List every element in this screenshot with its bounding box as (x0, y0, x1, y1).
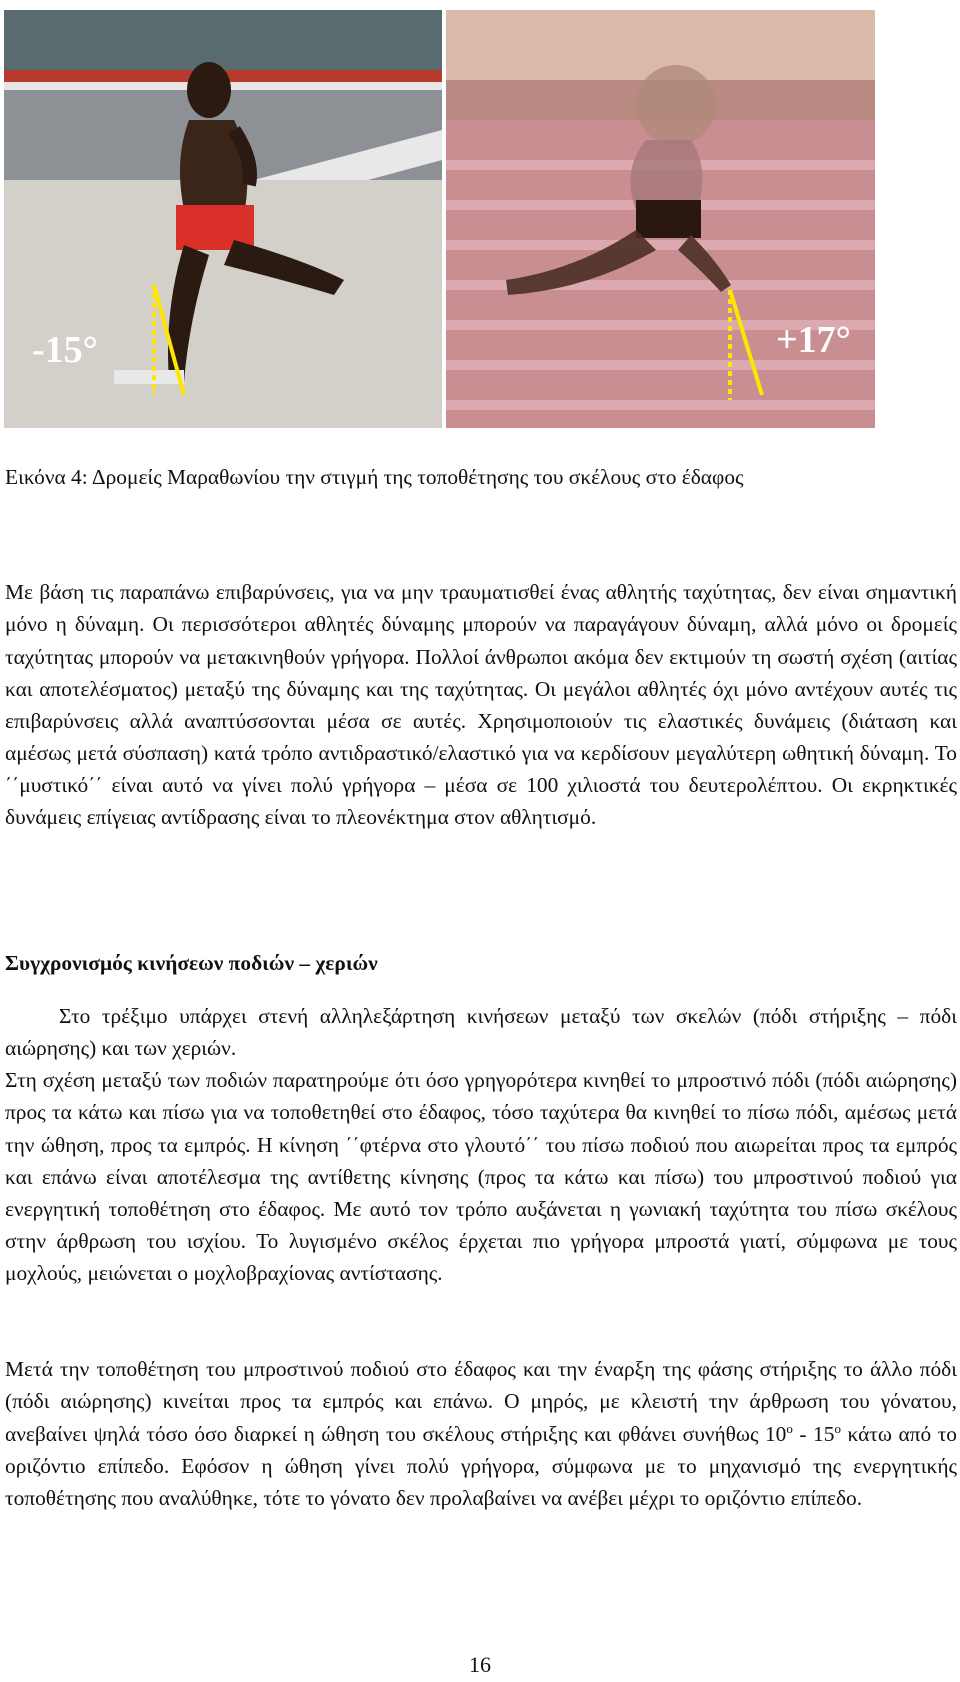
runner-photo-left (4, 10, 442, 428)
figure-caption: Εικόνα 4: Δρομείς Μαραθωνίου την στιγμή της τοποθέτησης του σκέλους στο έδαφος (5, 465, 744, 489)
paragraph-4-part2: - 15 (792, 1421, 835, 1446)
degree-superscript-1: ο (786, 1420, 793, 1436)
angle-label-right: +17° (776, 319, 851, 361)
paragraph-4 (5, 1353, 957, 1513)
page-number: 16 (469, 1652, 491, 1677)
paragraph-4-part1: Μετά την τοποθέτηση του μπροστινού ποδιού στο έδαφος και την έναρξη της φάσης στήριξης το άλλο πόδι (πόδι αιώρησης) κινείται προς τα εμπρός και επάνω. Ο μηρός, με κλειστή την άρθρωση του γόνατου, ανεβαίνει ψηλά τόσο όσο διαρκεί η ώθηση του σκέλους στήριξης και φθάνει συνήθως 10 (5, 1357, 957, 1446)
angle-label-left: -15° (32, 329, 98, 371)
paragraph-1: Με βάση τις παραπάνω επιβαρύνσεις, για να μην τραυματισθεί ένας αθλητής ταχύτητας, δεν είναι σημαντική μόνο η δύναμη. Οι περισσότεροι αθλητές δύναμης μπορούν να παραγάγουν δύναμη, αλλά μόνο οι δρομείς ταχύτητας μπορούν να μετακινηθούν γρήγορα. Πολλοί άνθρωποι ακόμα δεν εκτιμούν τη σωστή σχέση (αιτίας και αποτελέσματος) μεταξύ της δύναμης και της ταχύτητας. Οι μεγάλοι αθλητές όχι μόνο αντέχουν αυτές τις επιβαρύνσεις αλλά αναπτύσσονται μέσα σε αυτές. Χρησιμοποιούν τις ελαστικές δυνάμεις (διάταση και αμέσως μετά σύσπαση) κατά τρόπο αντιδραστικό/ελαστικό για να κερδίσουν μεγαλύτερη ωθητική δύναμη. Το ΄΄μυστικό΄΄ είναι αυτό να γίνει πολύ γρήγορα – μέσα σε 100 χιλιοστά του δευτερολέπτου. Οι εκρηκτικές δυνάμεις επίγειας αντίδρασης είναι το πλεονέκτημα στον αθλητισμό. (5, 580, 957, 830)
paragraph-3: Στη σχέση μεταξύ των ποδιών παρατηρούμε ότι όσο γρηγορότερα κινηθεί το μπροστινό πόδι (πόδι αιώρησης) προς τα κάτω και πίσω για να τοποθετηθεί στο έδαφος, τόσο ταχύτερα θα κινηθεί το πίσω πόδι, αμέσως μετά την ώθηση, προς τα εμπρός. Η κίνηση ΄΄φτέρνα στο γλουτό΄΄ του πίσω ποδιού που αιωρείται προς τα εμπρός και επάνω είναι αποτέλεσμα της αντίθετης κίνησης (προς τα κάτω και πίσω) του μπροστινού ποδιού για ενεργητική τοποθέτηση στο έδαφος. Με αυτό τον τρόπο αυξάνεται η γωνιακή ταχύτητα του πίσω σκέλους στην άρθρωση του ισχίου. Το λυγισμένο σκέλος έρχεται πιο γρήγορα μπροστά γιατί, σύμφωνα με τους μοχλούς, μειώνεται ο μοχλοβραχίονας αντίστασης. (5, 1068, 957, 1285)
runner-photo-right (446, 10, 875, 428)
figure-photos (4, 10, 875, 428)
paragraph-2: Στο τρέξιμο υπάρχει στενή αλληλεξάρτηση κινήσεων μεταξύ των σκελών (πόδι στήριξης – πόδι αιώρησης) και των χεριών. (5, 1004, 957, 1061)
degree-superscript-2: ο (834, 1420, 841, 1436)
section-heading: Συγχρονισμός κινήσεων ποδιών – χεριών (5, 951, 378, 975)
paragraph-4-part3: κάτω από το οριζόντιο επίπεδο. Εφόσον η ώθηση γίνει πολύ γρήγορα, σύμφωνα με το μηχανισμό της ενεργητικής τοποθέτησης που αναλύθηκε, τότε το γόνατο δεν προλαβαίνει να ανέβει μέχρι το οριζόντιο επίπεδο. (5, 1421, 957, 1510)
